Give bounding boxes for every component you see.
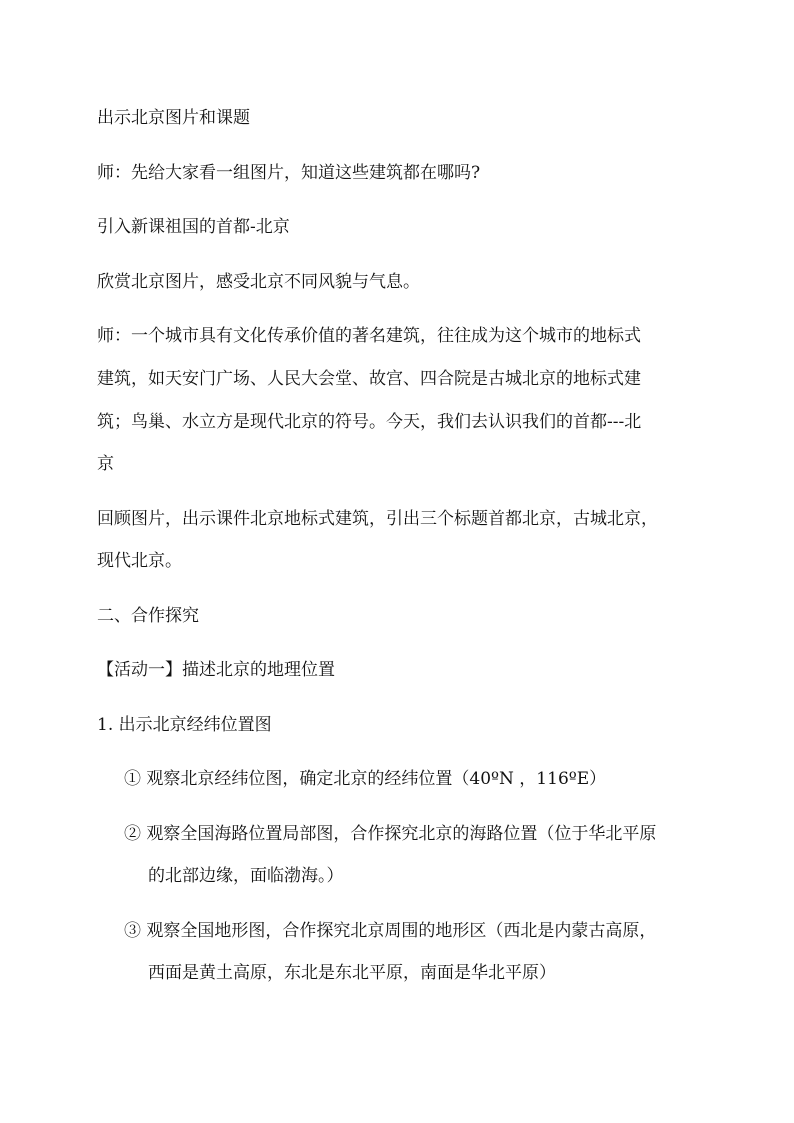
paragraph-landmark-line-4: 京 bbox=[97, 454, 114, 474]
sub-item-2-line-1: ② 观察全国海路位置局部图，合作探究北京的海路位置（位于华北平原 bbox=[124, 824, 657, 844]
activity-heading-1: 【活动一】描述北京的地理位置 bbox=[97, 660, 335, 680]
paragraph-landmark-line-1: 师：一个城市具有文化传承价值的著名建筑，往往成为这个城市的地标式 bbox=[97, 326, 641, 346]
paragraph-review-line-1: 回顾图片，出示课件北京地标式建筑，引出三个标题首都北京，古城北京， bbox=[97, 509, 658, 529]
sub-item-2-line-2: 的北部边缘，面临渤海。） bbox=[148, 866, 344, 886]
list-item-1: 1. 出示北京经纬位置图 bbox=[97, 715, 272, 735]
paragraph-landmark-line-3: 筑；鸟巢、水立方是现代北京的符号。今天，我们去认识我们的首都---北 bbox=[97, 412, 642, 432]
paragraph-show-beijing-pictures: 出示北京图片和课题 bbox=[97, 108, 250, 128]
paragraph-teacher-question: 师：先给大家看一组图片，知道这些建筑都在哪吗? bbox=[97, 163, 481, 183]
paragraph-landmark-line-2: 建筑，如天安门广场、人民大会堂、故宫、四合院是古城北京的地标式建 bbox=[97, 369, 641, 389]
section-heading-cooperative-inquiry: 二、合作探究 bbox=[97, 606, 199, 626]
paragraph-appreciate-pictures: 欣赏北京图片，感受北京不同风貌与气息。 bbox=[97, 272, 420, 292]
paragraph-review-line-2: 现代北京。 bbox=[97, 551, 182, 571]
sub-item-1: ① 观察北京经纬位图，确定北京的经纬位置（40ºN ，116ºE） bbox=[124, 769, 607, 789]
sub-item-3-line-2: 西面是黄土高原，东北是东北平原，南面是华北平原） bbox=[148, 963, 556, 983]
paragraph-new-lesson: 引入新课祖国的首都-北京 bbox=[97, 217, 290, 237]
sub-item-3-line-1: ③ 观察全国地形图，合作探究北京周围的地形区（西北是内蒙古高原， bbox=[124, 921, 657, 941]
